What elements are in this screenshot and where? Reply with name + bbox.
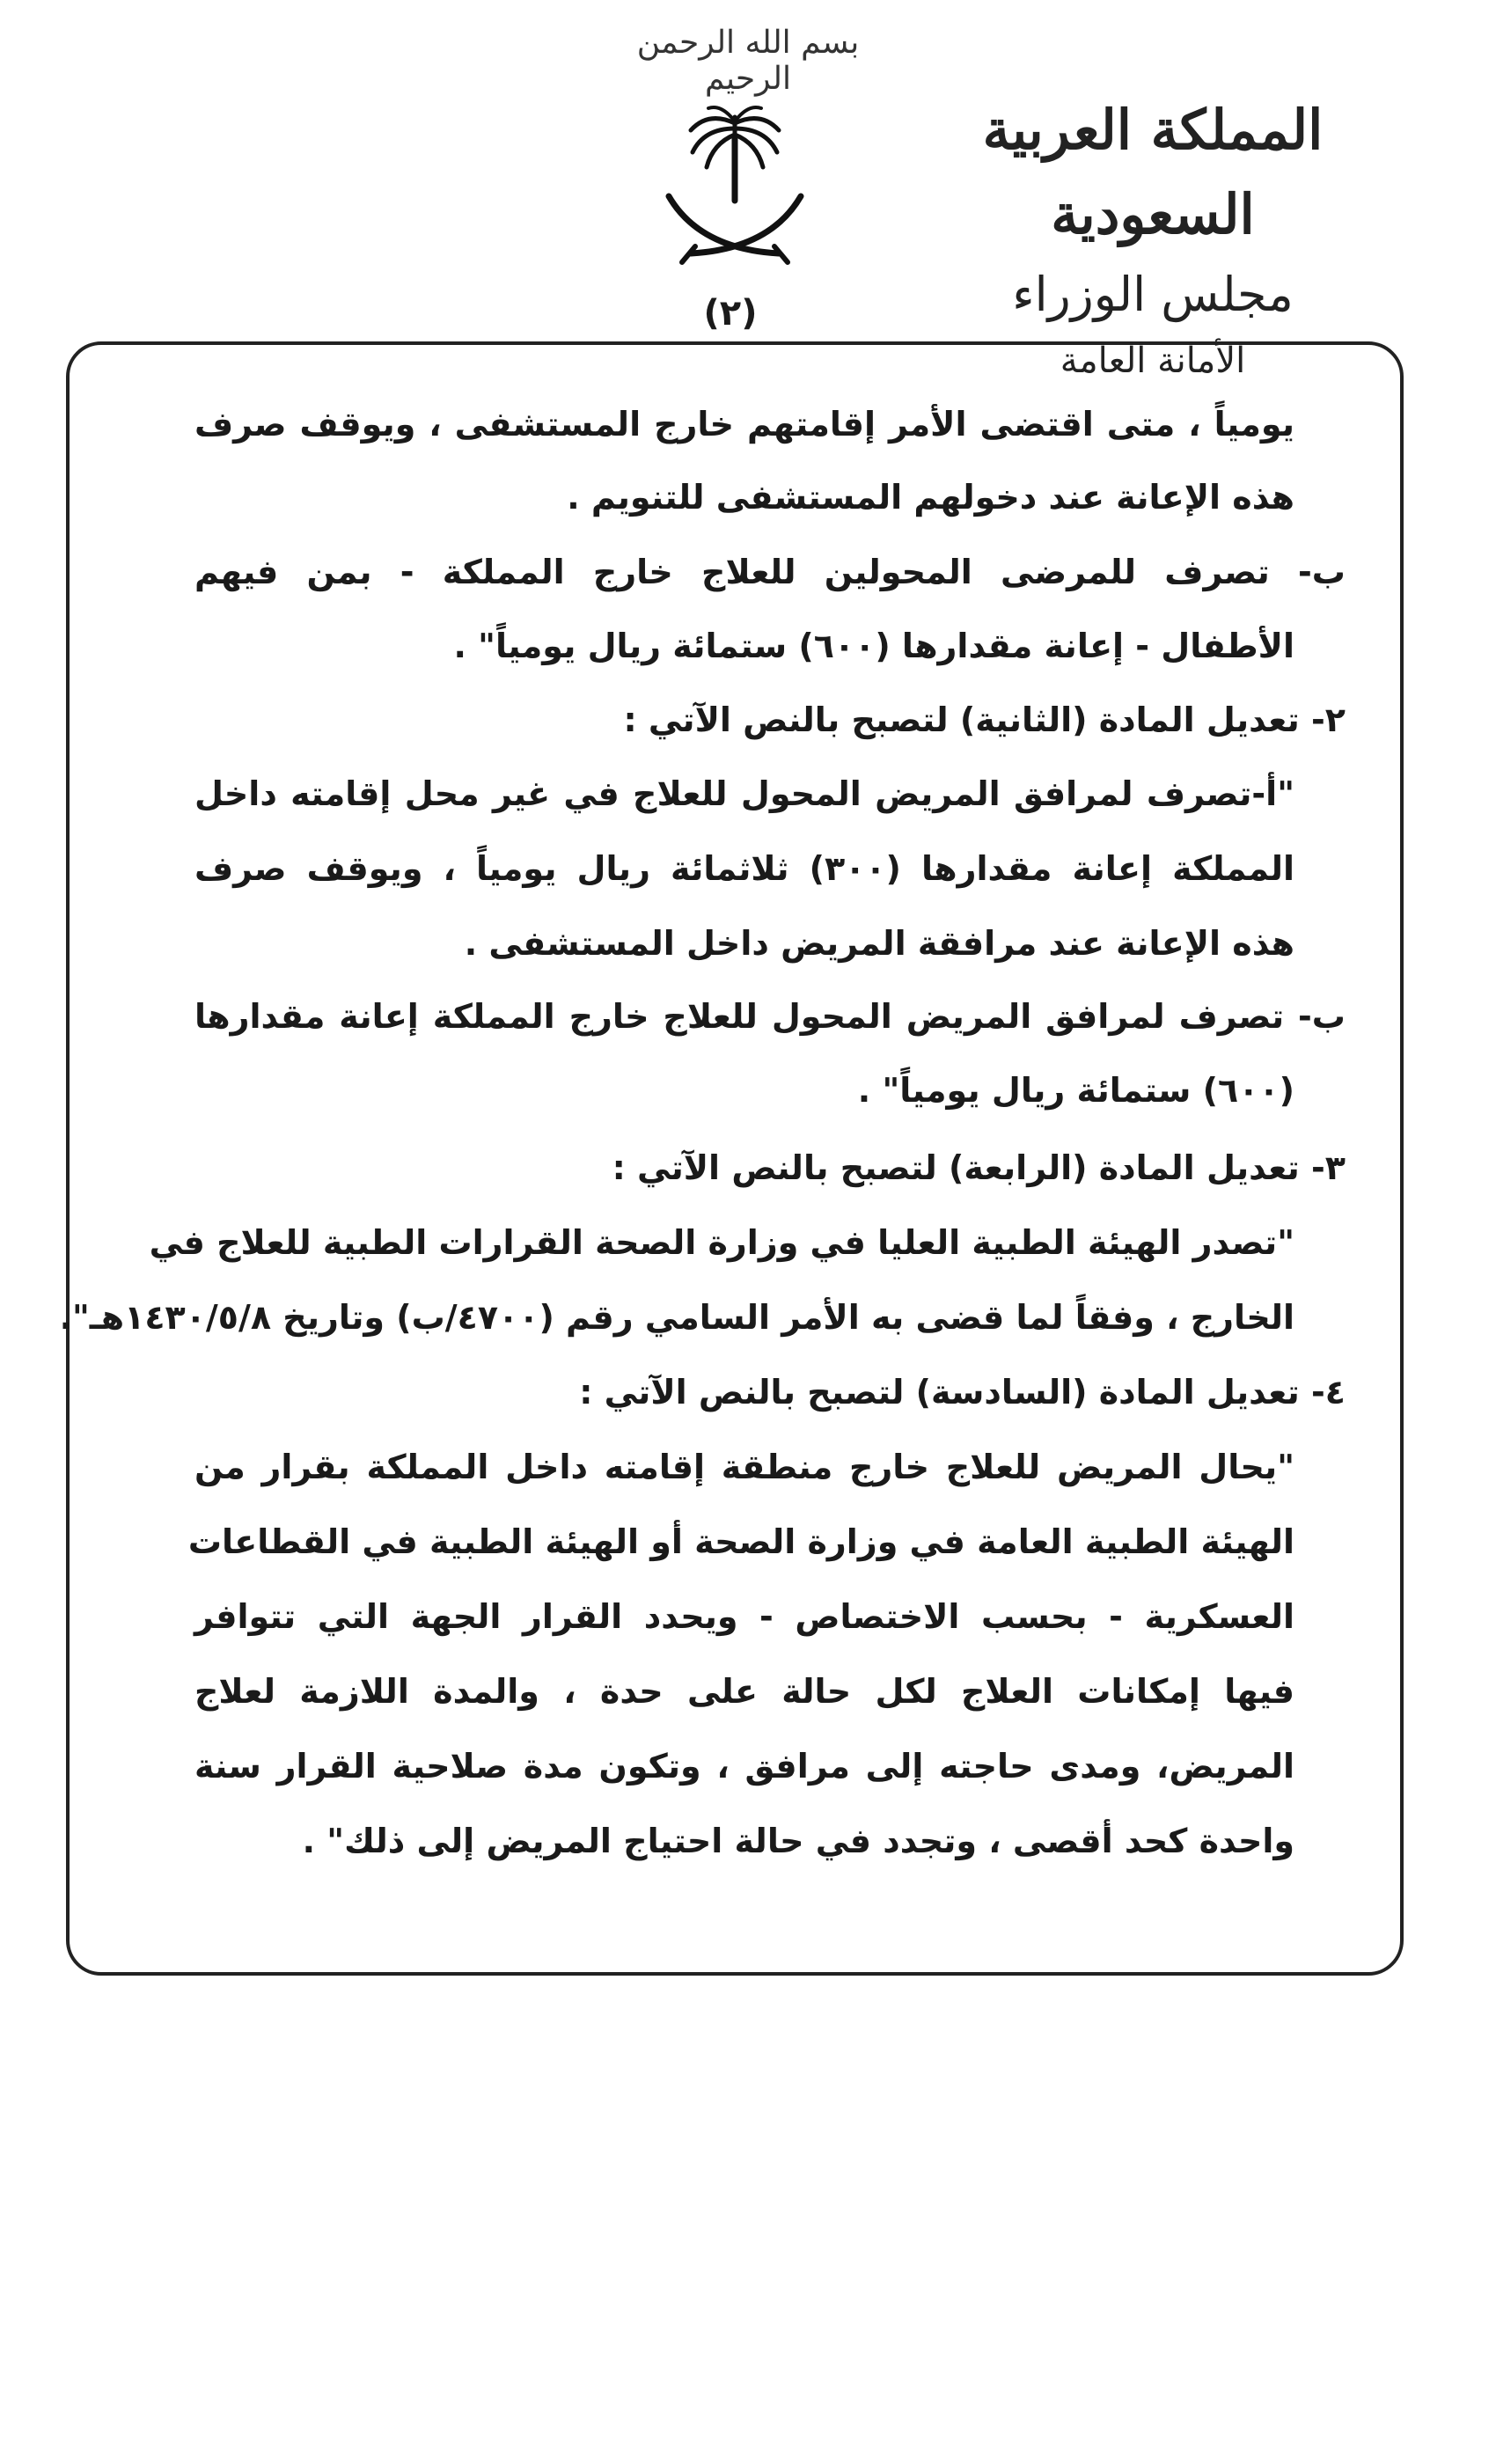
text-line: ٢- تعديل المادة (الثانية) لتصبح بالنص الآتي : — [623, 700, 1346, 739]
text-line: ٣- تعديل المادة (الرابعة) لتصبح بالنص الآتي : — [612, 1148, 1346, 1187]
text-line: المملكة إعانة مقدارها (٣٠٠) ثلاثمائة ريال يومياً ، ويوقف صرف — [194, 849, 1295, 888]
text-line: الخارج ، وفقاً لما قضى به الأمر السامي رقم (٤٧٠٠/ب) وتاريخ ١٤٣٠/٥/٨هـ". — [59, 1298, 1294, 1337]
text-line: "أ-تصرف لمرافق المريض المحول للعلاج في غير محل إقامته داخل — [194, 774, 1294, 813]
text-line: "تصدر الهيئة الطبية العليا في وزارة الصحة القرارات الطبية للعلاج في — [149, 1223, 1294, 1262]
basmala-calligraphy: بسم الله الرحمن الرحيم — [636, 25, 860, 97]
text-line: يومياً ، متى اقتضى الأمر إقامتهم خارج المستشفى ، ويوقف صرف — [194, 405, 1294, 444]
text-line: هذه الإعانة عند دخولهم المستشفى للتنويم . — [567, 478, 1294, 517]
page-number: (٢) — [703, 293, 758, 334]
text-line: هذه الإعانة عند مرافقة المريض داخل المستشفى . — [464, 924, 1294, 963]
palm-swords-emblem-icon — [647, 104, 823, 280]
text-line: ٤- تعديل المادة (السادسة) لتصبح بالنص الآتي : — [579, 1373, 1346, 1412]
letterhead-council: مجلس الوزراء — [1012, 267, 1294, 322]
text-line: الهيئة الطبية العامة في وزارة الصحة أو الهيئة الطبية في القطاعات — [187, 1522, 1294, 1561]
text-line: واحدة كحد أقصى ، وتجدد في حالة احتياج المريض إلى ذلك" . — [302, 1822, 1294, 1860]
letterhead-kingdom: المملكة العربية السعودية — [982, 98, 1324, 246]
text-line: "يحال المريض للعلاج خارج منطقة إقامته داخل المملكة بقرار من — [194, 1448, 1294, 1486]
text-line: الأطفال - إعانة مقدارها (٦٠٠) ستمائة ريال يومياً" . — [453, 627, 1294, 665]
text-line: فيها إمكانات العلاج لكل حالة على حدة ، والمدة اللازمة لعلاج — [194, 1672, 1294, 1711]
text-line: ب- تصرف لمرافق المريض المحول للعلاج خارج المملكة إعانة مقدارها — [194, 997, 1346, 1036]
content-box — [59, 341, 1404, 1976]
text-line: ب- تصرف للمرضى المحولين للعلاج خارج المملكة - بمن فيهم — [194, 553, 1346, 591]
text-line: العسكرية - بحسب الاختصاص - ويحدد القرار الجهة التي تتوافر — [194, 1597, 1294, 1636]
letterhead-secretariat: الأمانة العامة — [1060, 341, 1246, 381]
text-line: المريض، ومدى حاجته إلى مرافق ، وتكون مدة صلاحية القرار سنة — [194, 1747, 1294, 1786]
text-line: (٦٠٠) ستمائة ريال يومياً" . — [857, 1071, 1294, 1110]
